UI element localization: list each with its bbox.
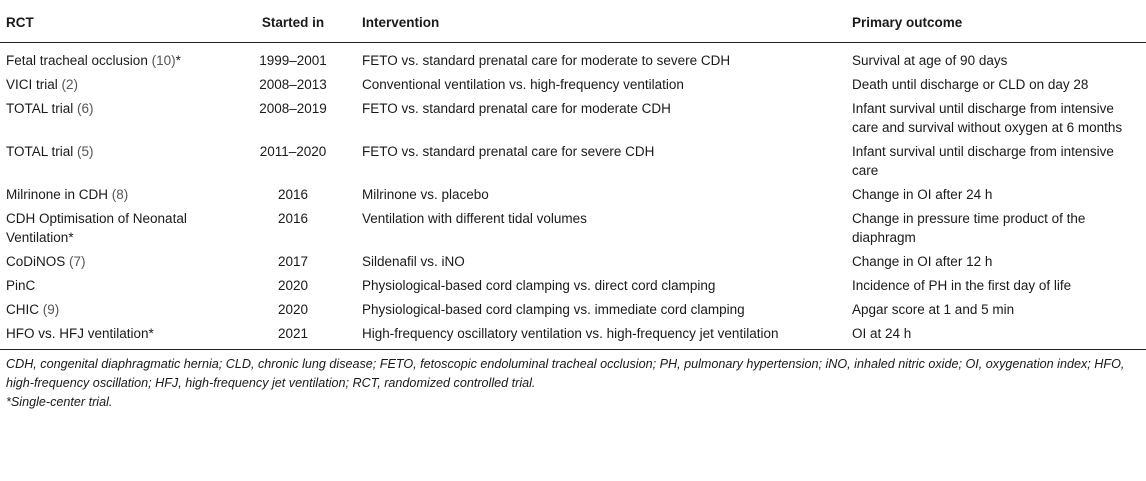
cell-intervention: FETO vs. standard prenatal care for moderate CDH: [362, 101, 671, 116]
cell-started-in: 2016: [277, 211, 309, 226]
table-notes: [0, 350, 1146, 412]
single-center-marker: *: [148, 326, 154, 341]
table-row: [0, 207, 1146, 250]
cell-intervention: Ventilation with different tidal volumes: [362, 211, 587, 226]
cell-primary-outcome: Change in OI after 12 h: [852, 254, 993, 269]
reference-link[interactable]: (2): [61, 77, 79, 92]
cell-primary-outcome: Apgar score at 1 and 5 min: [852, 302, 1015, 317]
cell-intervention: Physiological-based cord clamping vs. immediate cord clamping: [362, 302, 745, 317]
table-row: [0, 274, 1146, 298]
cell-started-in: 2020: [277, 302, 309, 317]
reference-link[interactable]: (7): [69, 254, 86, 269]
cell-intervention: FETO vs. standard prenatal care for severe CDH: [362, 144, 655, 159]
cell-primary-outcome: OI at 24 h: [846, 322, 1146, 350]
single-center-footnote: *Single-center trial.: [6, 395, 113, 409]
rct-name: VICI trial: [6, 77, 58, 92]
reference-link[interactable]: (8): [111, 187, 129, 202]
cell-rct: [0, 207, 230, 250]
rct-name: Milrinone in CDH: [6, 187, 109, 202]
cell-primary-outcome: Change in pressure time product of the diaphragm: [852, 211, 1086, 245]
table-header-row: [0, 0, 1146, 43]
table-row: [0, 97, 1146, 140]
cell-intervention: High-frequency oscillatory ventilation vs. high-frequency jet ventilation: [356, 322, 846, 350]
cell-rct: [0, 250, 230, 274]
cell-started-in: 2016: [277, 187, 309, 202]
cell-intervention: FETO vs. standard prenatal care for moderate to severe CDH: [362, 53, 731, 68]
reference-link[interactable]: (9): [42, 302, 60, 317]
cell-intervention: Sildenafil vs. iNO: [362, 254, 465, 269]
cell-rct: [0, 274, 230, 298]
rct-name: PinC: [6, 278, 36, 293]
cell-primary-outcome: Infant survival until discharge from intensive care: [852, 144, 1114, 178]
rct-name: TOTAL trial: [6, 144, 74, 159]
cell-primary-outcome: Change in OI after 24 h: [852, 187, 993, 202]
cell-intervention: Physiological-based cord clamping vs. direct cord clamping: [362, 278, 716, 293]
table-row: [0, 43, 1146, 74]
cell-started-in: 2011–2020: [259, 144, 327, 159]
cell-intervention: Milrinone vs. placebo: [362, 187, 489, 202]
rct-name: CHIC: [6, 302, 39, 317]
cell-rct: [0, 43, 230, 74]
cell-intervention: Conventional ventilation vs. high-frequency ventilation: [362, 77, 684, 92]
cell-rct: [0, 73, 230, 97]
rct-name: HFO vs. HFJ ventilation: [6, 326, 149, 341]
cell-started-in: 2021: [230, 322, 356, 350]
single-center-marker: *: [175, 53, 181, 68]
cell-primary-outcome: Incidence of PH in the first day of life: [852, 278, 1072, 293]
header-started-in: Started in: [230, 0, 356, 43]
table-row: [0, 322, 1146, 350]
table-row: [0, 183, 1146, 207]
cell-started-in: 2017: [277, 254, 309, 269]
cell-rct: [0, 298, 230, 322]
header-intervention: Intervention: [356, 0, 846, 43]
rct-name: CDH Optimisation of Neonatal Ventilation: [6, 211, 187, 245]
abbreviations-note: CDH, congenital diaphragmatic hernia; CLD, chronic lung disease; FETO, fetoscopic endoluminal tracheal occlusion; PH, pulmonary hypertension; iNO, inhaled nitric oxide; OI, oxygenation index; HFO, high-frequency oscillation; HFJ, high-frequency jet ventilation; RCT, randomized controlled trial.: [6, 357, 1125, 390]
table-row: [0, 140, 1146, 183]
reference-link[interactable]: (5): [77, 144, 94, 159]
single-center-marker: *: [68, 230, 74, 245]
header-primary-outcome: Primary outcome: [846, 0, 1146, 43]
table-row: [0, 298, 1146, 322]
cell-rct: [0, 183, 230, 207]
cell-primary-outcome: Infant survival until discharge from intensive care and survival without oxygen at 6 months: [852, 101, 1123, 135]
table-row: [0, 250, 1146, 274]
cell-rct: [0, 322, 230, 350]
cell-started-in: 1999–2001: [259, 53, 327, 68]
table-body: [0, 43, 1146, 350]
rct-name: TOTAL trial: [6, 101, 74, 116]
cell-primary-outcome: Death until discharge or CLD on day 28: [852, 77, 1089, 92]
cell-started-in: 2008–2019: [259, 101, 327, 116]
cell-started-in: 2020: [277, 278, 309, 293]
table-row: [0, 73, 1146, 97]
cell-rct: [0, 97, 230, 140]
cell-rct: [0, 140, 230, 183]
reference-link[interactable]: (6): [77, 101, 94, 116]
header-rct: RCT: [0, 0, 230, 43]
cell-primary-outcome: Survival at age of 90 days: [852, 53, 1008, 68]
rct-name: CoDiNOS: [6, 254, 66, 269]
rct-name: Fetal tracheal occlusion: [6, 53, 148, 68]
reference-link[interactable]: (10): [151, 53, 176, 68]
cell-started-in: 2008–2013: [259, 77, 327, 92]
